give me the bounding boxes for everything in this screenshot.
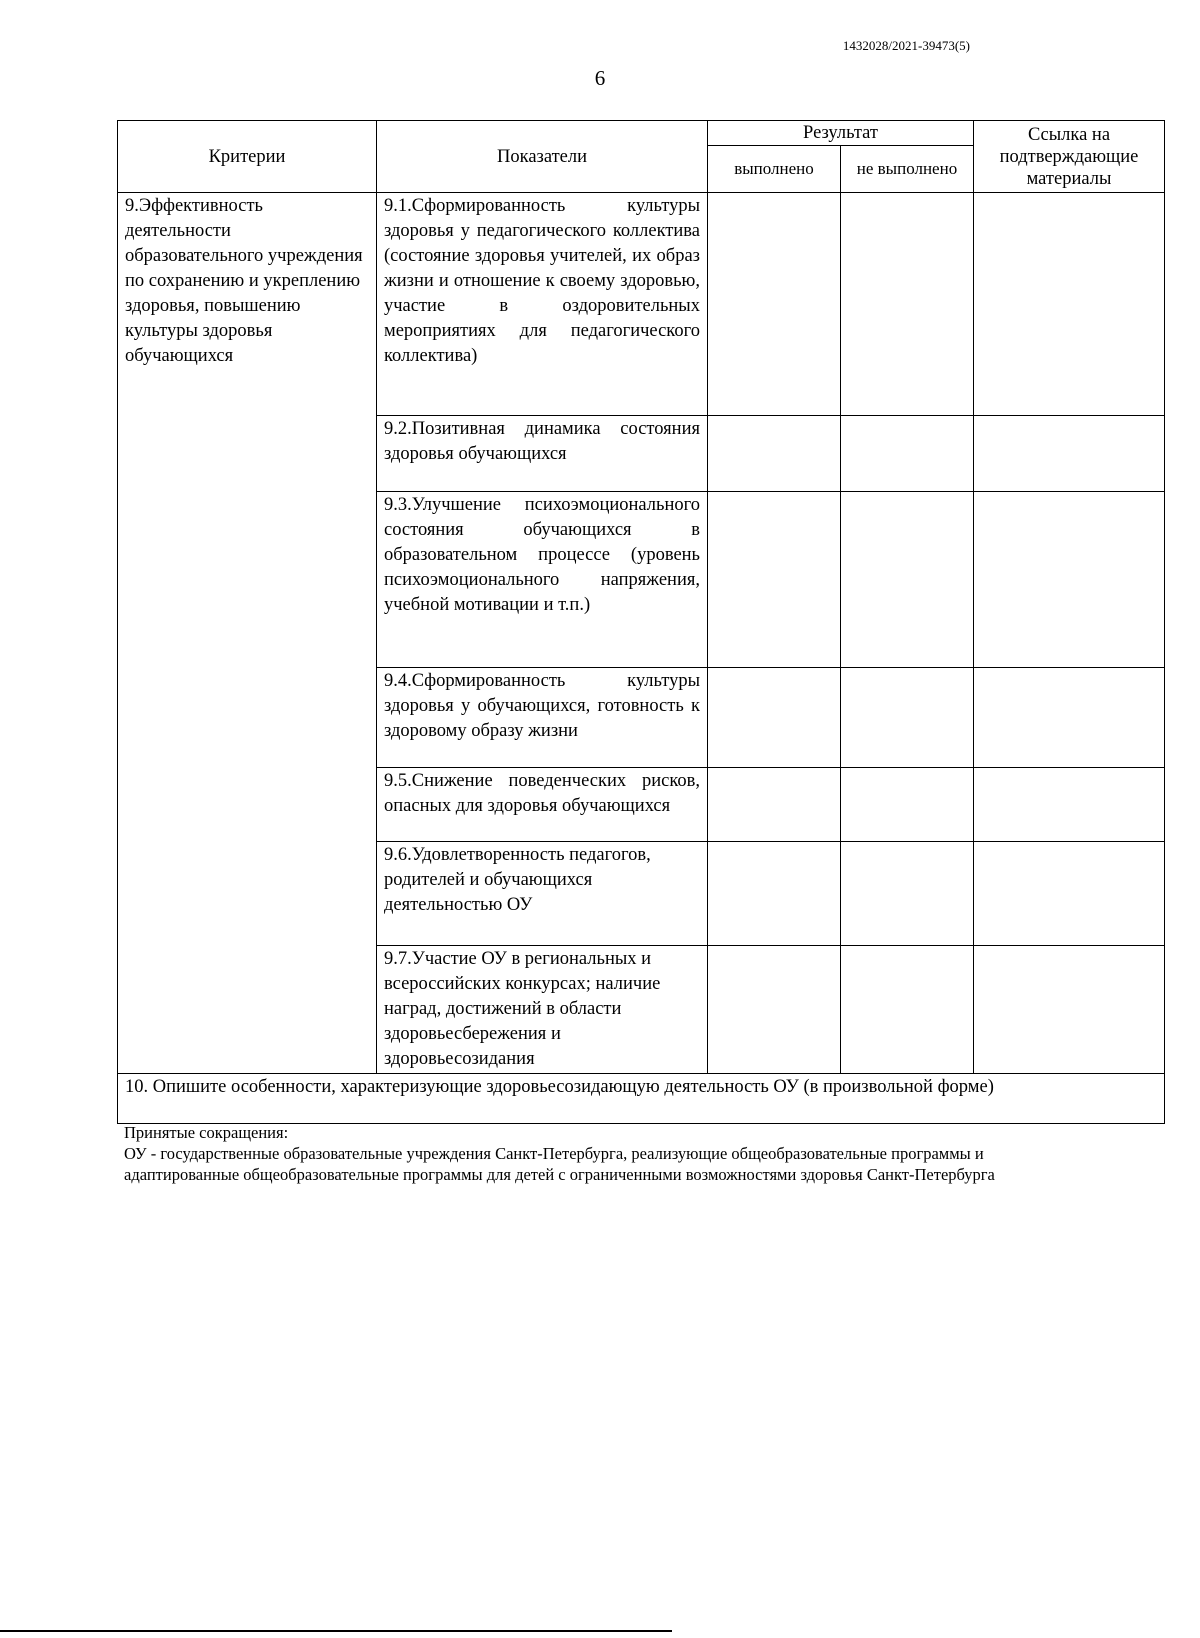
header-indicators: Показатели	[377, 121, 708, 193]
indicator-cell: 9.4.Сформированность культуры здоровья у обучающихся, готовность к здоровому образу жизни	[377, 668, 708, 768]
done-cell[interactable]	[708, 492, 841, 668]
page-number: 6	[594, 66, 606, 90]
bottom-rule	[0, 1630, 672, 1632]
link-cell[interactable]	[974, 842, 1165, 946]
registration-number: 1432028/2021-39473(5)	[842, 38, 970, 53]
not-done-cell[interactable]	[841, 492, 974, 668]
done-cell[interactable]	[708, 668, 841, 768]
link-cell[interactable]	[974, 668, 1165, 768]
criteria-table	[117, 120, 1165, 1124]
criterion-cell: 9.Эффективность деятельности образовательного учреждения по сохранению и укреплению здоровья, повышению культуры здоровья обучающихся	[118, 193, 377, 1074]
done-cell[interactable]	[708, 768, 841, 842]
done-cell[interactable]	[708, 416, 841, 492]
not-done-cell[interactable]	[841, 193, 974, 416]
section-10-cell[interactable]: 10. Опишите особенности, характеризующие здоровьесозидающую деятельность ОУ (в произвольной форме)	[118, 1074, 1165, 1124]
header-result: Результат	[708, 121, 974, 146]
done-cell[interactable]	[708, 193, 841, 416]
header-link: Ссылка на подтверждающие материалы	[974, 121, 1165, 193]
indicator-cell: 9.1.Сформированность культуры здоровья у педагогического коллектива (состояние здоровья учителей, их образ жизни и отношение к своему здоровью, участие в оздоровительных мероприятиях для педагогического коллектива)	[377, 193, 708, 416]
header-not-done: не выполнено	[841, 146, 974, 193]
abbreviations-note	[124, 1122, 1074, 1185]
not-done-cell[interactable]	[841, 668, 974, 768]
indicator-cell: 9.7.Участие ОУ в региональных и всероссийских конкурсах; наличие наград, достижений в области здоровьесбережения и здоровьесозидания	[377, 946, 708, 1074]
not-done-cell[interactable]	[841, 768, 974, 842]
link-cell[interactable]	[974, 492, 1165, 668]
header-criteria: Критерии	[118, 121, 377, 193]
header-done: выполнено	[708, 146, 841, 193]
indicator-cell: 9.3.Улучшение психоэмоционального состояния обучающихся в образовательном процессе (уровень психоэмоционального напряжения, учебной мотивации и т.п.)	[377, 492, 708, 668]
table-row	[118, 1074, 1165, 1124]
indicator-cell: 9.5.Снижение поведенческих рисков, опасных для здоровья обучающихся	[377, 768, 708, 842]
indicator-cell: 9.6.Удовлетворенность педагогов, родителей и обучающихся деятельностью ОУ	[377, 842, 708, 946]
not-done-cell[interactable]	[841, 946, 974, 1074]
done-cell[interactable]	[708, 842, 841, 946]
abbreviations-text: ОУ - государственные образовательные учреждения Санкт-Петербурга, реализующие общеобразовательные программы и адаптированные общеобразовательные программы для детей с ограниченными возможностями здоровья Санкт-Петербурга	[124, 1144, 995, 1184]
done-cell[interactable]	[708, 946, 841, 1074]
not-done-cell[interactable]	[841, 842, 974, 946]
link-cell[interactable]	[974, 946, 1165, 1074]
indicator-cell: 9.2.Позитивная динамика состояния здоровья обучающихся	[377, 416, 708, 492]
table-row	[118, 193, 1165, 416]
not-done-cell[interactable]	[841, 416, 974, 492]
link-cell[interactable]	[974, 193, 1165, 416]
link-cell[interactable]	[974, 416, 1165, 492]
link-cell[interactable]	[974, 768, 1165, 842]
abbreviations-title: Принятые сокращения:	[124, 1123, 289, 1142]
